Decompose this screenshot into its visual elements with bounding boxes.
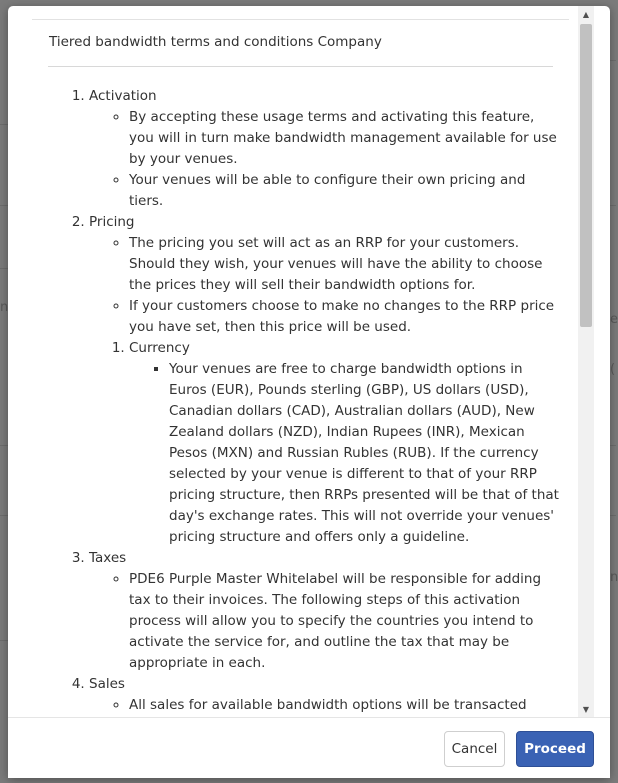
terms-content [49,86,559,758]
background-divider [0,205,8,206]
modal-body[interactable] [8,6,594,717]
subsection [129,338,559,548]
section-heading: Activation [89,88,157,104]
top-divider [32,19,569,20]
terms-section [89,212,559,548]
background-divider [0,515,8,516]
section-bullet: ◦ PDE6 Purple Master Whitelabel will be responsible for adding tax to their invoices. The following steps of this activation process will allow you to specify the countries you intend to activate the service for, and outline the tax that may be appropriate in each. [129,569,559,674]
terms-section [89,548,559,674]
background-divider [0,268,8,269]
background-divider [610,205,616,206]
subsection-list [89,338,559,548]
background-text-fragment: n [610,570,618,585]
background-divider [610,60,616,61]
section-heading: Taxes [89,550,127,566]
subsection-heading: Currency [129,340,190,356]
subsection-bullet: ▪ Your venues are free to charge bandwidth options in Euros (EUR), Pounds sterling (GBP), US dollars (USD), Canadian dollars (CAD), Australian dollars (AUD), New Zealand dollars (NZD), Indian Rupees (INR), Mexican Pesos (MXN) and Russian Rubles (RUB). If the currency selected by your venue is different to that of your RRP pricing structure, then RRPs presented will be that of that day's exchange rates. This will not override your venues' pricing structure and offers only a guideline. [169,359,559,548]
section-bullet: ◦ By accepting these usage terms and activating this feature, you will in turn make bandwidth management available for use by your venues. [129,107,559,170]
section-heading: Sales [89,676,125,692]
section-bullet: ◦ All sales for available bandwidth options will be transacted [129,695,559,737]
terms-list [49,86,559,758]
cancel-button[interactable]: Cancel [444,731,505,767]
section-bullets [89,107,559,212]
background-text-fragment: e [610,312,618,327]
modal-footer [8,717,610,778]
background-divider [0,640,8,641]
terms-modal [8,6,610,778]
proceed-button[interactable]: Proceed [516,731,594,767]
section-bullet: ◦ The pricing you set will act as an RRP for your customers. Should they wish, your venues will have the ability to choose the prices they will sell their bandwidth options for. [129,233,559,296]
section-bullet: ◦ Your venues will be able to configure their own pricing and tiers. [129,170,559,212]
scrollbar-thumb[interactable] [580,24,592,327]
title-divider [48,66,553,67]
section-heading: Pricing [89,214,135,230]
background-divider [0,445,8,446]
background-divider [610,515,616,516]
terms-section [89,86,559,212]
modal-title: Tiered bandwidth terms and conditions Company [49,34,382,50]
background-text-fragment: ( [610,362,616,377]
section-bullets [89,569,559,674]
background-text-fragment: n [0,300,9,315]
vertical-scrollbar[interactable] [578,6,594,717]
background-divider [0,124,8,125]
scroll-down-icon[interactable]: ▼ [582,704,590,714]
subsection-bullets [129,359,559,548]
section-bullet: ◦ If your customers choose to make no changes to the RRP price you have set, then this price will be used. [129,296,559,338]
scroll-up-icon[interactable]: ▲ [582,9,590,19]
section-bullets [89,233,559,338]
background-divider [610,445,616,446]
